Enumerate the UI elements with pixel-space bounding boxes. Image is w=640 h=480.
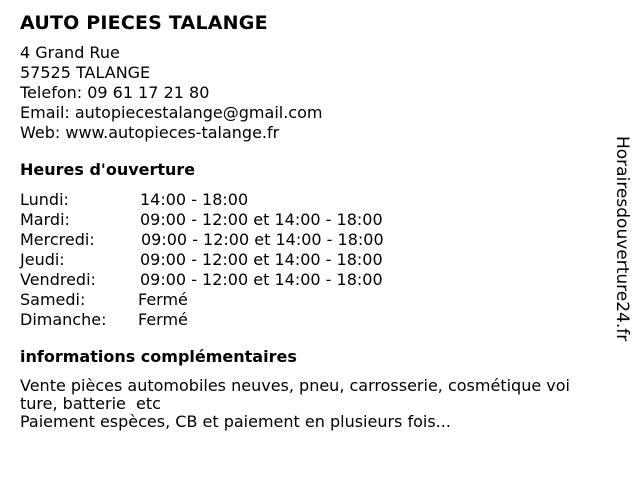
hours-row-dimanche (20, 310, 610, 330)
hours-row-lundi (20, 190, 610, 210)
hours-title: Heures d'ouverture (20, 160, 196, 179)
watermark-text: Horairesdouverture24.fr (612, 136, 632, 342)
city: 57525 TALANGE (20, 63, 151, 82)
time-value: 09:00 - 12:00 et 14:00 - 18:00 (140, 210, 383, 229)
day-label: Samedi: (20, 290, 86, 309)
hours-row-mardi (20, 210, 610, 230)
email: Email: autopiecestalange@gmail.com (20, 103, 323, 122)
day-label: Dimanche: (20, 310, 107, 329)
day-label: Jeudi: (20, 250, 65, 269)
day-label: Vendredi: (20, 270, 96, 289)
info-block (20, 377, 610, 431)
day-label: Lundi: (20, 190, 69, 209)
time-value: 09:00 - 12:00 et 14:00 - 18:00 (140, 270, 383, 289)
day-label: Mardi: (20, 210, 70, 229)
day-label: Mercredi: (20, 230, 95, 249)
street: 4 Grand Rue (20, 43, 120, 62)
hours-table (20, 190, 610, 330)
info-line-1: Vente pièces automobiles neuves, pneu, carrosserie, cosmétique voi (20, 376, 570, 395)
time-value: 14:00 - 18:00 (140, 190, 249, 209)
info-line-2: ture, batterie etc (20, 394, 161, 413)
hours-row-vendredi (20, 270, 610, 290)
time-value: 09:00 - 12:00 et 14:00 - 18:00 (141, 230, 384, 249)
business-card (20, 12, 610, 431)
time-value: Fermé (138, 290, 188, 309)
hours-row-mercredi (20, 230, 610, 250)
website: Web: www.autopieces-talange.fr (20, 123, 280, 142)
time-value: Fermé (138, 310, 188, 329)
phone: Telefon: 09 61 17 21 80 (20, 83, 210, 102)
info-line-3: Paiement espèces, CB et paiement en plusieurs fois... (20, 412, 451, 431)
time-value: 09:00 - 12:00 et 14:00 - 18:00 (140, 250, 383, 269)
hours-row-samedi (20, 290, 610, 310)
business-name: AUTO PIECES TALANGE (20, 12, 268, 34)
info-title: informations complémentaires (20, 347, 297, 366)
address-block (20, 43, 610, 143)
hours-row-jeudi (20, 250, 610, 270)
